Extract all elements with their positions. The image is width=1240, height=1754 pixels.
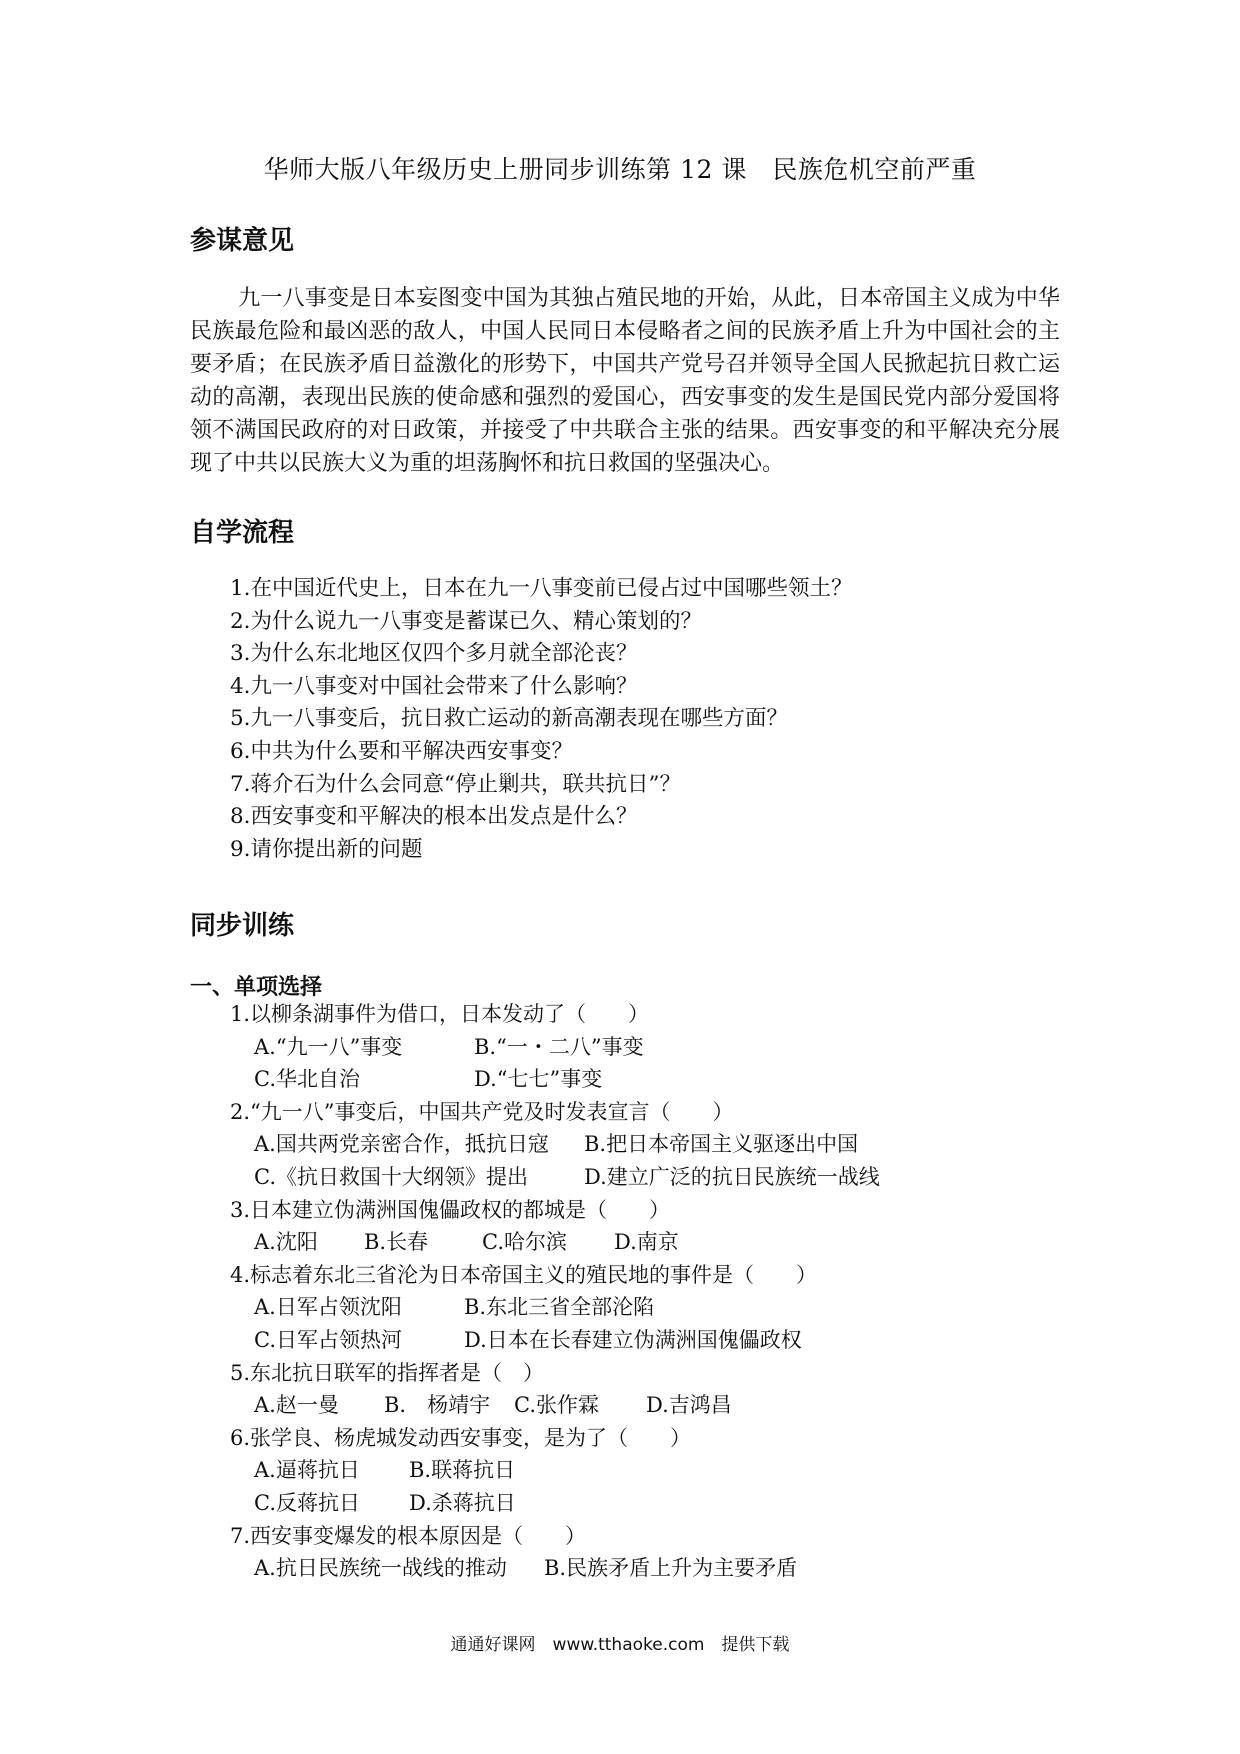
- mcq-option: B.联蒋抗日: [409, 1458, 516, 1483]
- study-question: 3.为什么东北地区仅四个多月就全部沦丧？: [230, 641, 638, 667]
- mcq-options-row: [230, 1226, 880, 1259]
- study-question: 8.西安事变和平解决的根本出发点是什么？: [230, 804, 638, 830]
- mcq-option: B. 杨靖宇: [384, 1393, 491, 1418]
- mcq-heading: 一、单项选择: [190, 975, 323, 1000]
- mcq-option: C.哈尔滨: [482, 1230, 567, 1255]
- mcq-option: B.民族矛盾上升为主要矛盾: [544, 1556, 798, 1581]
- mcq-option: D.建立广泛的抗日民族统一战线: [584, 1164, 880, 1189]
- mcq-option: B.东北三省全部沦陷: [464, 1295, 655, 1320]
- mcq-option: D.“七七”事变: [474, 1067, 603, 1092]
- mcq-option: D.吉鸿昌: [646, 1393, 732, 1418]
- mcq-option: D.日本在长春建立伪满洲国傀儡政权: [464, 1327, 802, 1352]
- mcq-options-row: [230, 1389, 880, 1422]
- advice-paragraph-text: 九一八事变是日本妄图变中国为其独占殖民地的开始，从此，日本帝国主义成为中华民族最危险和最凶恶的敌人，中国人民同日本侵略者之间的民族矛盾上升为中国社会的主要矛盾；在民族矛盾日益激化的形势下，中国共产党号召并领导全国人民掀起抗日救亡运动的高潮，表现出民族的使命感和强烈的爱国心，西安事变的发生是国民党内部分爱国将领不满国民政府的对日政策，并接受了中共联合主张的结果。西安事变的和平解决充分展现了中共以民族大义为重的坦荡胸怀和抗日救国的坚强决心。: [190, 286, 1060, 476]
- mcq-option: C.张作霖: [514, 1393, 599, 1418]
- mcq-options-row: [230, 1552, 880, 1585]
- mcq-option: C.《抗日救国十大纲领》提出: [254, 1164, 528, 1189]
- mcq-options-row: [230, 1454, 880, 1487]
- mcq-option: A.“九一八”事变: [254, 1034, 403, 1059]
- study-question: 6.中共为什么要和平解决西安事变？: [230, 738, 574, 764]
- mcq-option: A.日军占领沈阳: [254, 1295, 402, 1320]
- study-question: 4.九一八事变对中国社会带来了什么影响？: [230, 673, 638, 699]
- mcq-option: A.沈阳: [254, 1230, 318, 1255]
- mcq-options-row: [230, 1031, 880, 1064]
- mcq-stem: 6.张学良、杨虎城发动西安事变，是为了（ ）: [230, 1425, 692, 1450]
- mcq-stem: 1.以柳条湖事件为借口，日本发动了（ ）: [230, 1002, 650, 1026]
- mcq-option: A.赵一曼: [254, 1393, 339, 1418]
- section-heading-zixue: 自学流程: [190, 518, 295, 548]
- mcq-option: D.南京: [614, 1230, 679, 1255]
- mcq-options-row: [230, 1487, 880, 1520]
- mcq-option: B.把日本帝国主义驱逐出中国: [584, 1132, 859, 1157]
- mcq-option: C.反蒋抗日: [254, 1490, 360, 1515]
- mcq-option: B.“一・二八”事变: [474, 1034, 644, 1059]
- document-title: 华师大版八年级历史上册同步训练第 12 课 民族危机空前严重: [263, 155, 977, 184]
- mcq-option: A.逼蒋抗日: [254, 1458, 360, 1483]
- study-question: 1.在中国近代史上，日本在九一八事变前已侵占过中国哪些领土？: [230, 576, 853, 601]
- study-question: 2.为什么说九一八事变是蓄谋已久、精心策划的？: [230, 608, 703, 634]
- mcq-stem: 3.日本建立伪满洲国傀儡政权的都城是（ ）: [230, 1197, 671, 1222]
- mcq-option: B.长春: [364, 1230, 429, 1255]
- mcq-option: C.日军占领热河: [254, 1327, 402, 1352]
- mcq-option: A.国共两党亲密合作，抵抗日寇: [254, 1132, 549, 1157]
- study-question: 9.请你提出新的问题: [230, 836, 423, 862]
- mcq-stem: 5.东北抗日联军的指挥者是（ ）: [230, 1360, 545, 1385]
- mcq-option: C.华北自治: [254, 1067, 360, 1092]
- mcq-options-row: [230, 1291, 880, 1324]
- mcq-list: [230, 998, 880, 1585]
- advice-paragraph: [190, 282, 1060, 480]
- mcq-options-row: [230, 1324, 880, 1357]
- study-question-list: [230, 573, 853, 866]
- mcq-options-row: [230, 1128, 880, 1161]
- mcq-stem: 2.“九一八”事变后，中国共产党及时发表宣言（ ）: [230, 1099, 734, 1124]
- mcq-option: D.杀蒋抗日: [409, 1490, 516, 1515]
- mcq-stem: 4.标志着东北三省沦为日本帝国主义的殖民地的事件是（ ）: [230, 1262, 818, 1287]
- mcq-stem: 7.西安事变爆发的根本原因是（ ）: [230, 1523, 587, 1548]
- download-footer: 通通好课网 www.tthaoke.com 提供下载: [450, 1635, 790, 1655]
- section-heading-tongbu: 同步训练: [190, 911, 295, 941]
- section-heading-canmou: 参谋意见: [190, 226, 295, 256]
- mcq-option: A.抗日民族统一战线的推动: [254, 1556, 507, 1581]
- study-question: 7.蒋介石为什么会同意“停止剿共，联共抗日”？: [230, 771, 681, 797]
- study-question: 5.九一八事变后，抗日救亡运动的新高潮表现在哪些方面？: [230, 706, 789, 732]
- mcq-options-row: [230, 1063, 880, 1096]
- mcq-options-row: [230, 1161, 880, 1194]
